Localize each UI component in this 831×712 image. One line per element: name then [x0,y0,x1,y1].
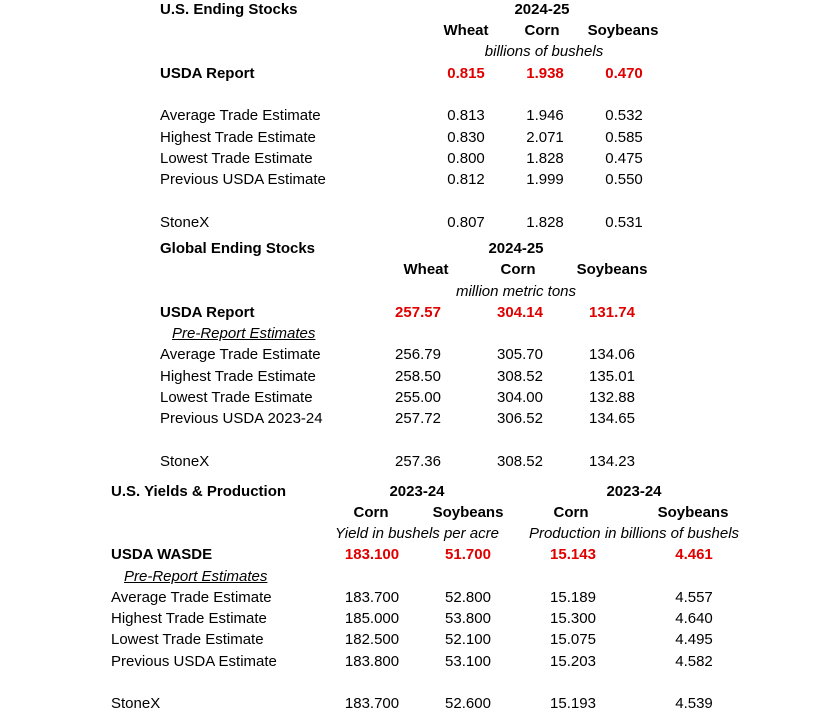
stonex-value: 0.807 [447,214,485,231]
units-label-yield: Yield in bushels per acre [335,525,499,542]
usda-wasde-value: 15.143 [550,546,596,563]
stonex-value: 52.600 [445,695,491,712]
usda-wasde-label: USDA WASDE [111,546,213,563]
row-value: 15.075 [550,631,596,648]
row-value: 4.557 [675,589,713,606]
row-value: 308.52 [497,368,543,385]
row-label: Previous USDA 2023-24 [160,410,323,427]
col-header-soybeans: Soybeans [576,261,648,278]
col-header-corn: Corn [524,22,560,39]
stonex-value: 183.700 [344,695,400,712]
row-value: 0.550 [605,171,643,188]
row-value: 1.946 [526,107,564,124]
row-value: 185.000 [344,610,400,627]
row-value: 1.999 [526,171,564,188]
row-value: 4.495 [675,631,713,648]
row-label: Lowest Trade Estimate [160,150,313,167]
row-value: 134.06 [589,346,635,363]
stonex-value: 134.23 [589,453,635,470]
section-title: U.S. Yields & Production [111,483,287,500]
stonex-value: 4.539 [675,695,713,712]
row-value: 15.300 [550,610,596,627]
usda-report-value: 0.815 [447,65,485,82]
stonex-value: 1.828 [526,214,564,231]
row-value: 0.813 [447,107,485,124]
row-label: Previous USDA Estimate [160,171,326,188]
row-value: 4.582 [675,653,713,670]
usda-report-label: USDA Report [160,65,255,82]
year-header: 2024-25 [514,1,570,18]
row-value: 15.189 [550,589,596,606]
usda-report-value: 304.14 [497,304,543,321]
col-header-corn: Corn [500,261,536,278]
row-label: Lowest Trade Estimate [111,631,264,648]
row-value: 256.79 [395,346,441,363]
row-value: 0.532 [605,107,643,124]
row-value: 183.700 [344,589,400,606]
section-title: Global Ending Stocks [160,240,316,257]
col-header-corn-production: Corn [553,504,589,521]
stonex-value: 15.193 [550,695,596,712]
stonex-value: 308.52 [497,453,543,470]
units-label: billions of bushels [484,43,604,60]
row-value: 4.640 [675,610,713,627]
row-label: Average Trade Estimate [160,346,321,363]
row-label: Highest Trade Estimate [111,610,267,627]
stonex-value: 0.531 [605,214,643,231]
row-value: 257.72 [395,410,441,427]
row-label: Average Trade Estimate [111,589,272,606]
row-value: 53.100 [445,653,491,670]
row-value: 305.70 [497,346,543,363]
usda-wasde-value: 4.461 [675,546,713,563]
units-label: million metric tons [455,283,577,300]
row-value: 1.828 [526,150,564,167]
row-value: 0.830 [447,129,485,146]
row-value: 52.800 [445,589,491,606]
stonex-label: StoneX [111,695,161,712]
row-value: 132.88 [589,389,635,406]
usda-report-value: 0.470 [605,65,643,82]
col-header-soybeans: Soybeans [587,22,659,39]
col-header-wheat: Wheat [443,22,489,39]
row-value: 134.65 [589,410,635,427]
usda-wasde-value: 183.100 [344,546,400,563]
year-header: 2024-25 [488,240,544,257]
usda-report-value: 257.57 [395,304,441,321]
stonex-value: 257.36 [395,453,441,470]
stonex-label: StoneX [160,214,210,231]
row-value: 0.812 [447,171,485,188]
pre-report-label: Pre-Report Estimates [172,325,316,342]
row-value: 15.203 [550,653,596,670]
col-header-corn-yield: Corn [353,504,389,521]
col-header-soybeans-yield: Soybeans [432,504,504,521]
usda-report-value: 131.74 [589,304,635,321]
row-value: 53.800 [445,610,491,627]
col-header-wheat: Wheat [403,261,449,278]
row-value: 0.800 [447,150,485,167]
row-value: 182.500 [344,631,400,648]
year-header-production: 2023-24 [606,483,662,500]
row-label: Highest Trade Estimate [160,368,316,385]
usda-report-label: USDA Report [160,304,255,321]
pre-report-label: Pre-Report Estimates [124,568,268,585]
row-value: 304.00 [497,389,543,406]
row-value: 183.800 [344,653,400,670]
row-label: Lowest Trade Estimate [160,389,313,406]
row-value: 52.100 [445,631,491,648]
year-header-yield: 2023-24 [389,483,445,500]
row-value: 0.475 [605,150,643,167]
usda-wasde-value: 51.700 [445,546,491,563]
col-header-soybeans-production: Soybeans [657,504,729,521]
row-label: Average Trade Estimate [160,107,321,124]
usda-report-value: 1.938 [526,65,564,82]
stonex-label: StoneX [160,453,210,470]
row-label: Highest Trade Estimate [160,129,316,146]
units-label-production: Production in billions of bushels [528,525,740,542]
row-value: 258.50 [395,368,441,385]
row-value: 0.585 [605,129,643,146]
row-value: 255.00 [395,389,441,406]
row-value: 135.01 [589,368,635,385]
row-label: Previous USDA Estimate [111,653,277,670]
section-title: U.S. Ending Stocks [160,1,298,18]
row-value: 306.52 [497,410,543,427]
row-value: 2.071 [526,129,564,146]
